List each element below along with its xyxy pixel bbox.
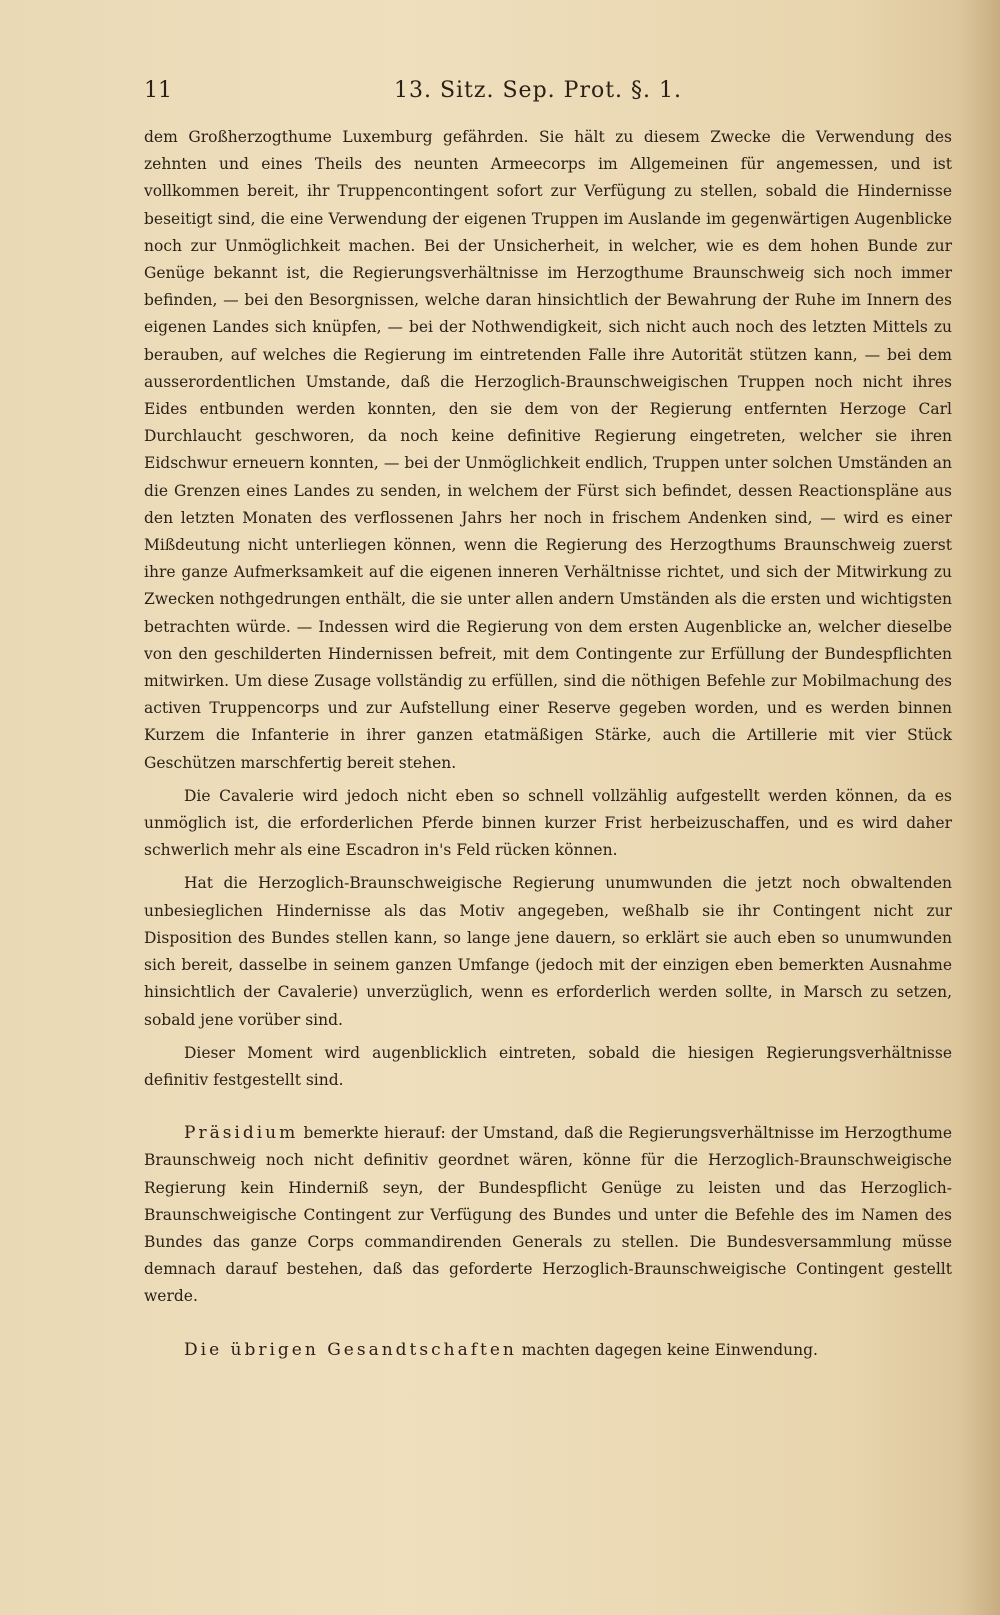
paragraph-5 <box>144 1120 952 1310</box>
paragraph-2: Die Cavalerie wird jedoch nicht eben so schnell vollzählig aufgestellt werden können, da es unmöglich ist, die erforderlichen Pferde binnen kurzer Frist herbeizuschaffen, und es wird daher schwerlich mehr als eine Escadron in's Feld rücken können. <box>144 786 952 860</box>
paragraph-1: dem Großherzogthume Luxemburg gefährden. Sie hält zu diesem Zwecke die Verwendung des zehnten und eines Theils des neunten Armeecorps im Allgemeinen für angemessen, und ist vollkommen bereit, ihr Truppencontingent sofort zur Verfügung zu stellen, sobald die Hindernisse beseitigt sind, die eine Verwendung der eigenen Truppen im Auslande im gegenwärtigen Augenblicke noch zur Unmöglichkeit machen. Bei der Unsicherheit, in welcher, wie es dem hohen Bunde zur Genüge bekannt ist, die Regierungsverhältnisse im Herzogthume Braunschweig sich noch immer befinden, — bei den Besorgnissen, welche daran hinsichtlich der Bewahrung der Ruhe im Innern des eigenen Landes sich knüpfen, — bei der Nothwendigkeit, sich nicht auch noch des letzten Mittels zu berauben, auf welches die Regierung im eintretenden Falle ihre Autorität stützen kann, — bei dem ausserordentlichen Umstande, daß die Herzoglich-Braunschweigischen Truppen noch nicht ihres Eides entbunden werden konnten, den sie dem von der Regierung entfernten Herzoge Carl Durchlaucht geschworen, da noch keine definitive Regierung eingetreten, welcher sie ihren Eidschwur erneuern konnten, — bei der Unmöglichkeit endlich, Truppen unter solchen Umständen an die Grenzen eines Landes zu senden, in welchem der Fürst sich befindet, dessen Reactionspläne aus den letzten Monaten des verflossenen Jahrs her noch in frischem Andenken sind, — wird es einer Mißdeutung nicht unterliegen können, wenn die Regierung des Herzogthums Braunschweig zuerst ihre ganze Aufmerksamkeit auf die eigenen inneren Verhältnisse richtet, und sich der Mitwirkung zu Zwecken nothgedrungen enthält, die sie unter allen andern Umständen als die ersten und wichtigsten betrachten würde. — Indessen wird die Regierung von dem ersten Augenblicke an, welcher dieselbe von den geschilderten Hindernissen befreit, mit dem Contingente zur Erfüllung der Bundespflichten mitwirken. Um diese Zusage vollständig zu erfüllen, sind die nöthigen Befehle zur Mobilmachung des activen Truppencorps und zur Aufstellung einer Reserve gegeben worden, und es werden binnen Kurzem die Infanterie in ihrer ganzen etatmäßigen Stärke, auch die Artillerie mit vier Stück Geschützen marschfertig bereit stehen. <box>144 128 952 772</box>
page-body <box>144 124 952 1364</box>
paragraph-5-text: bemerkte hierauf: der Umstand, daß die Regierungsverhältnisse im Herzogthume Braunschweig noch nicht definitiv geordnet wären, könne für die Herzoglich-Braunschweigische Regierung kein Hinderniß seyn, der Bundespflicht Genüge zu leisten und das Herzoglich-Braunschweigische Contingent zur Verfügung des Bundes und unter die Befehle des im Namen des Bundes das ganze Corps commandirenden Generals zu stellen. Die Bundesversammlung müsse demnach darauf bestehen, daß das geforderte Herzoglich-Braunschweigische Contingent gestellt werde. <box>144 1124 952 1306</box>
page-header <box>144 78 952 118</box>
paragraph-6-text: machten dagegen keine Einwendung. <box>516 1340 818 1359</box>
paragraph-3: Hat die Herzoglich-Braunschweigische Regierung unumwunden die jetzt noch obwaltenden unbesieglichen Hindernisse als das Motiv angegeben, weßhalb sie ihr Contingent nicht zur Disposition des Bundes stellen kann, so lange jene dauern, so erklärt sie auch eben so unumwunden sich bereit, dasselbe in seinem ganzen Umfange (jedoch mit der einzigen eben bemerkten Ausnahme hinsichtlich der Cavalerie) unverzüglich, wenn es erforderlich werden sollte, in Marsch zu setzen, sobald jene vorüber sind. <box>144 874 952 1029</box>
page-number: 11 <box>144 78 172 103</box>
paragraph-4: Dieser Moment wird augenblicklich eintreten, sobald die hiesigen Regierungsverhältnisse definitiv festgestellt sind. <box>144 1043 952 1089</box>
paragraph-6 <box>144 1337 952 1364</box>
speaker-name: Die übrigen Gesandtschaften <box>184 1339 517 1360</box>
running-title: 13. Sitz. Sep. Prot. §. 1. <box>393 78 683 103</box>
speaker-name: Präsidium <box>184 1123 299 1144</box>
